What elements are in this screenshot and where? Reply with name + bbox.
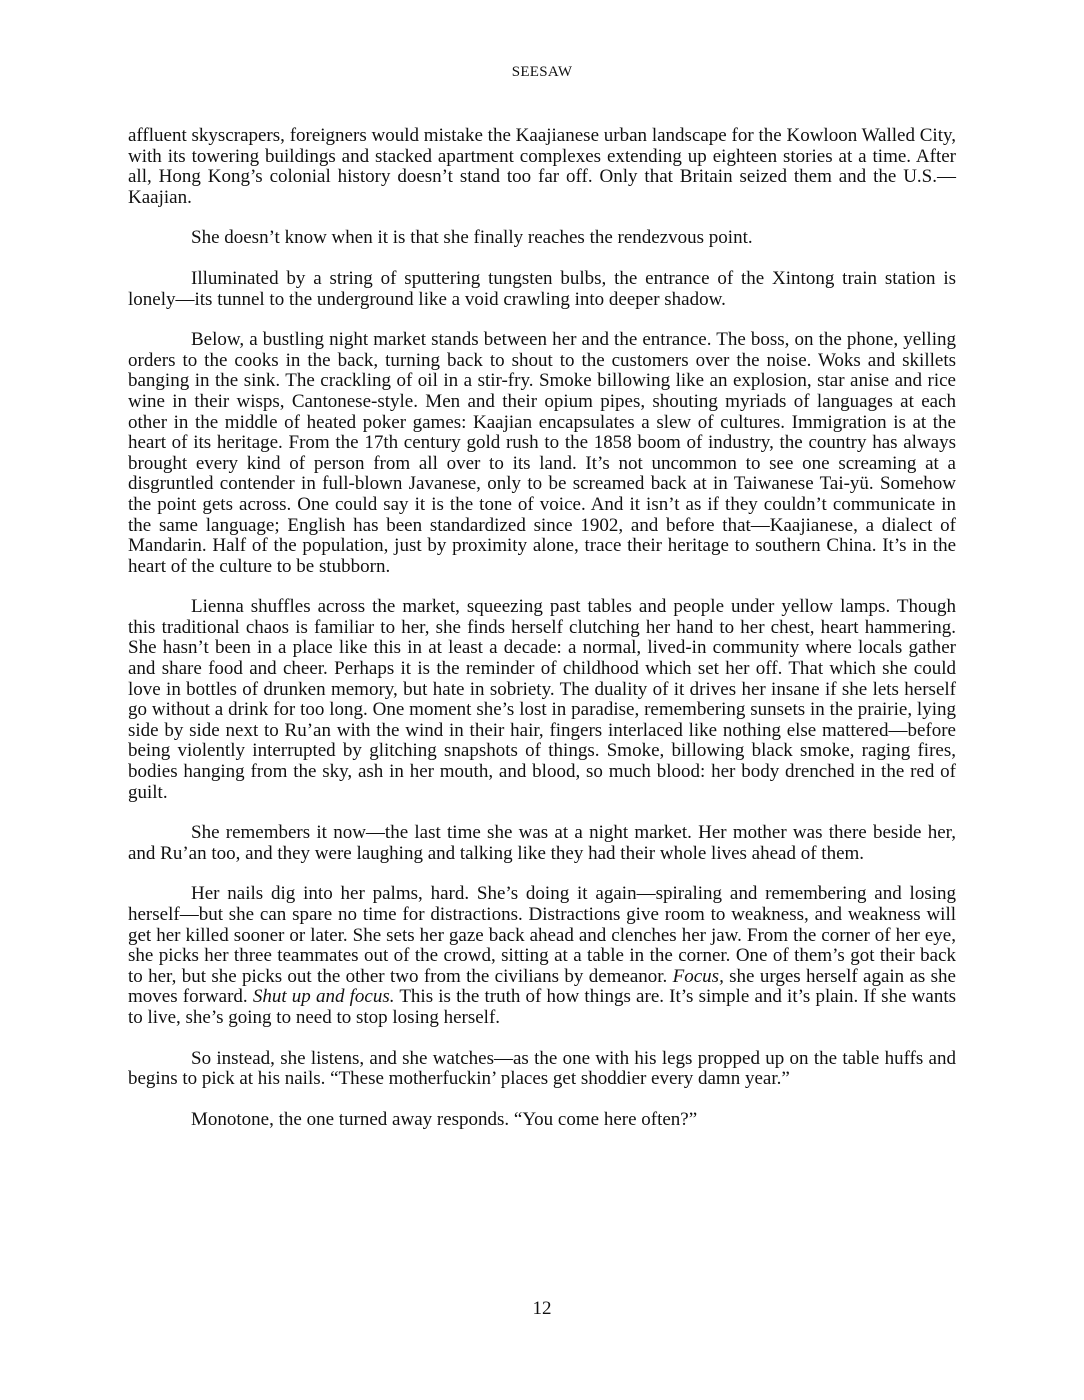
emphasis-text: Focus, [672, 965, 724, 987]
running-header: SEESAW [511, 64, 573, 80]
paragraph: Illuminated by a string of sputtering tungsten bulbs, the entrance of the Xintong train station is lonely—its tunnel to the underground like a void crawling into deeper shadow. [128, 267, 956, 310]
paragraph: affluent skyscrapers, foreigners would mistake the Kaajianese urban landscape for the Kowloon Walled City, with its towering buildings and stacked apartment complexes extending up eighteen stories at a time. After all, Hong Kong’s colonial history doesn’t stand too far off. Only that Britain seized them and the U.S.—Kaajian. [128, 125, 956, 208]
paragraph: Below, a bustling night market stands between her and the entrance. The boss, on the phone, yelling orders to the cooks in the back, turning back to shout to the customers over the noise. Woks and skillets banging in the sink. The crackling of oil in a stir-fry. Smoke billowing like an explosion, star anise and rice wine in their wisps, Cantonese-style. Men and their opium pipes, shouting myriads of languages at each other in the middle of heated poker games: Kaajian encapsulates a slew of cultures. Immigration is at the heart of its heritage. From the 17th century gold rush to the 1858 boom of industry, the country has always brought every kind of person from all over to its land. It’s not uncommon to see one screaming at a disgruntled contender in full-blown Javanese, only to be screamed back at in Taiwanese Tai-yü. Somehow the point gets across. One could say it is the tone of voice. And it isn’t as if they couldn’t communicate in the same language; English has been standardized since 1902, and before that—Kaajianese, a dialect of Mandarin. Half of the population, just by proximity alone, trace their heritage to southern China. It’s in the heart of the culture to be stubborn. [128, 329, 956, 577]
paragraph: Lienna shuffles across the market, squeezing past tables and people under yellow lamps. Though this traditional chaos is familiar to her, she finds herself clutching her hand to her chest, heart hammering. She hasn’t been in a place like this in at least a decade: a normal, lived-in community where locals gather and share food and cheer. Perhaps it is the reminder of childhood which set her off. That which she could love in bottles of drunken memory, but hate in sobriety. The duality of it drives her insane if she lets herself go without a drink for too long. One moment she’s lost in paradise, remembering sunsets in the prairie, lying side by side next to Ru’an with the wind in their hair, fingers interlaced like nothing else mattered—before being violently interrupted by glitching snapshots of things. Smoke, billowing black smoke, raging fires, bodies hanging from the sky, ash in her mouth, and blood, so much blood: her body drenched in the red of guilt. [128, 596, 956, 803]
paragraph: She remembers it now—the last time she was at a night market. Her mother was there beside her, and Ru’an too, and they were laughing and talking like they had their whole lives ahead of them. [128, 822, 956, 864]
emphasis-text: Shut up and focus. [252, 986, 395, 1008]
paragraph-with-emphasis [128, 884, 956, 1028]
paragraph: So instead, she listens, and she watches—as the one with his legs propped up on the table huffs and begins to pick at his nails. “These motherfuckin’ places get shoddier every damn year.” [128, 1047, 956, 1090]
paragraph: Monotone, the one turned away responds. “You come here often?” [191, 1108, 698, 1130]
paragraph-text: This is the truth of how things are. It’s simple and it’s plain. If she wants to live, she’s going to need to stop losing herself. [128, 986, 957, 1028]
body-text [128, 126, 956, 1150]
paragraph-text: she urges herself again as she moves forward. [128, 965, 956, 1008]
page-number: 12 [532, 1298, 552, 1319]
paragraph-text: Her nails dig into her palms, hard. She’s doing it again—spiraling and remembering and losing herself—but she can spare no time for distractions. Distractions give room to weakness, and weakness will get her killed sooner or later. She sets her gaze back ahead and clenches her jaw. From the corner of her eye, she picks her three teammates out of the crowd, sitting at a table in the corner. One of them’s got their back to her, but she picks out the other two from the civilians by demeanor. [128, 883, 956, 987]
paragraph: She doesn’t know when it is that she finally reaches the rendezvous point. [191, 227, 753, 249]
